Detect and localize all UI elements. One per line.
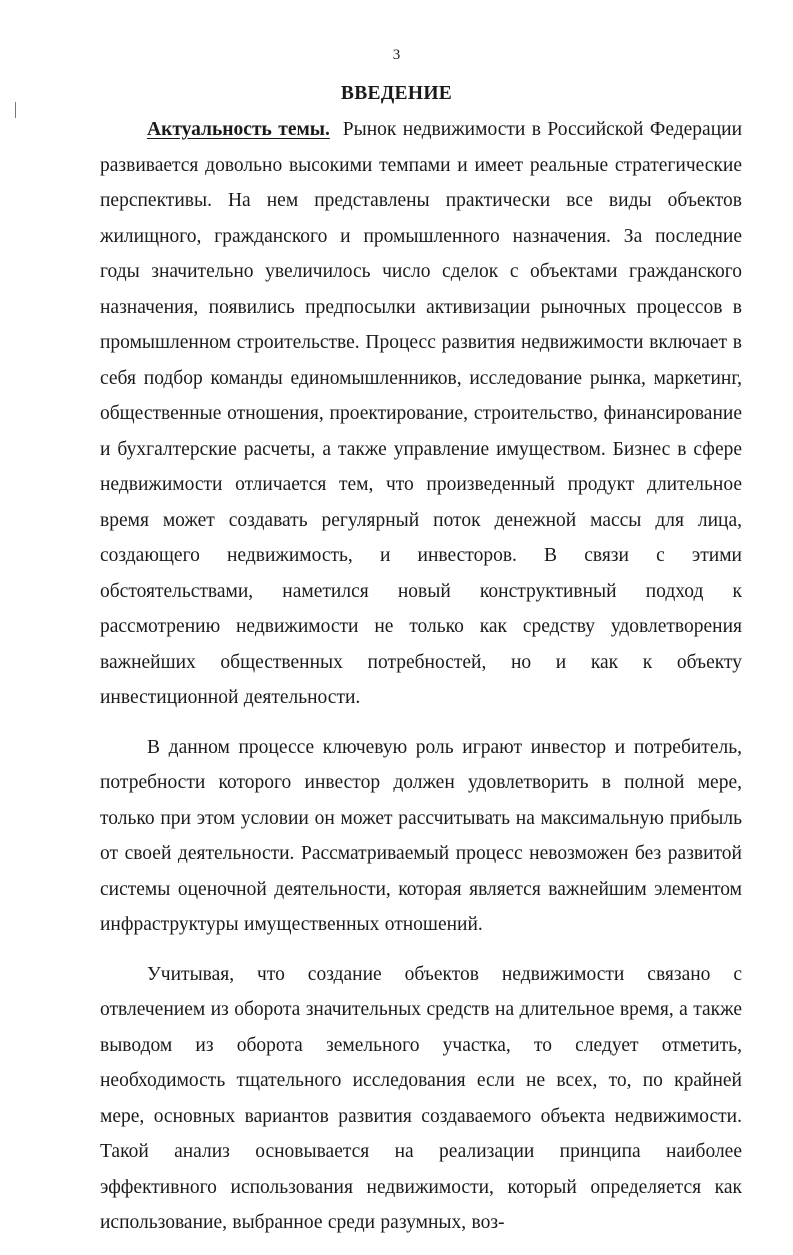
paragraph-relevance-text: Рынок недвижимости в Российской Федерации развивается довольно высокими темпами и имеет реальные стратегические перспективы. На нем представлены практически все виды объектов жилищного, гражданского и промышленного назначения. За последние годы значительно увеличилось число сделок с объектами гражданского назначения, появились предпосылки активизации рыночных процессов в промышленном строительстве. Процесс развития недвижимости включает в себя подбор команды единомышленников, исследование рынка, маркетинг, общественные отношения, проектирование, строительство, финансирование и бухгалтерские расчеты, а также управление имуществом. Бизнес в сфере недвижимости отличается тем, что произведенный продукт длительное время может создавать регулярный поток денежной массы для лица, создающего недвижимость, и инвесторов. В связи с этими обстоятельствами, наметился новый конструктивный подход к рассмотрению недвижимости не только как средству удовлетворения важнейших общественных потребностей, но и как к объекту инвестиционной деятельности. — [100, 119, 743, 708]
body-text — [100, 112, 742, 1255]
paragraph-investor: В данном процессе ключевую роль играют инвестор и потребитель, потребности которого инвестор должен удовлетворить в полной мере, только при этом условии он может рассчитывать на максимальную прибыль от своей деятельности. Рассматриваемый процесс невозможен без развитой системы оценочной деятельности, которая является важнейшим элементом инфраструктуры имущественных отношений. — [100, 736, 742, 935]
paragraph-lead: Актуальность темы. — [147, 119, 330, 140]
paragraph-analysis: Учитывая, что создание объектов недвижимости связано с отвлечением из оборота значительных средств на длительное время, а также выводом из оборота земельного участка, то следует отметить, необходимость тщательного исследования если не всех, то, по крайней мере, основных вариантов развития создаваемого объекта недвижимости. Такой анализ основывается на реализации принципа наиболее эффективного использования недвижимости, который определяется как использование, выбранное среди разумных, воз- — [100, 963, 742, 1233]
page-number: 3 — [392, 47, 401, 63]
section-heading: ВВЕДЕНИЕ — [340, 83, 453, 104]
paragraph-relevance — [100, 112, 742, 716]
